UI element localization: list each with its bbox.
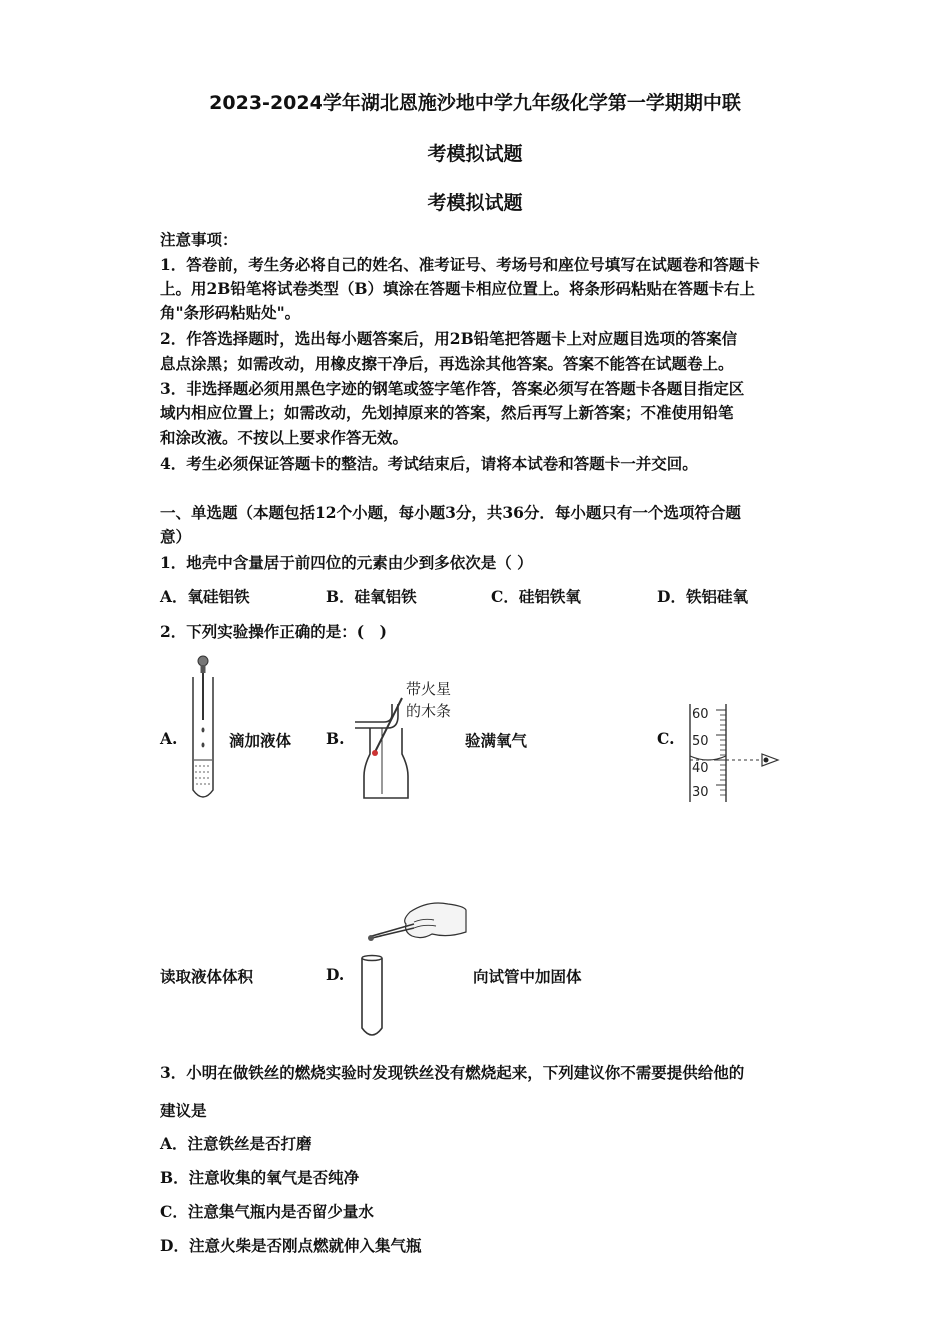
q3-stem-cont: 建议是: [160, 1101, 207, 1120]
title-line-1: 2023-2024学年湖北恩施沙地中学九年级化学第一学期期中联: [209, 92, 741, 114]
q2-a-text: 滴加液体: [229, 731, 292, 750]
section-heading-cont: 意）: [160, 527, 192, 546]
q1-option-b: B．硅氧铝铁: [326, 587, 417, 606]
notice-line: 3．非选择题必须用黑色字迹的钢笔或签字笔作答，答案必须写在答题卡各题目指定区: [160, 379, 745, 398]
tick-label: 50: [692, 734, 709, 749]
q2-b-letter: B.: [326, 729, 345, 748]
tick-label: 30: [692, 785, 709, 800]
q2-a-letter: A.: [160, 729, 178, 748]
dropper-test-tube-image: [185, 652, 225, 802]
notice-line: 和涂改液。不按以上要求作答无效。: [160, 428, 409, 447]
tick-label: 40: [692, 761, 709, 776]
q3-option-c: C．注意集气瓶内是否留少量水: [160, 1202, 374, 1221]
q3-option-d: D．注意火柴是否刚点燃就伸入集气瓶: [160, 1236, 422, 1255]
notice-line: 域内相应位置上；如需改动，先划掉原来的答案，然后再写上新答案；不准使用铅笔: [160, 403, 734, 422]
q1-option-a: A．氧硅铝铁: [160, 587, 250, 606]
q3-stem: 3．小明在做铁丝的燃烧实验时发现铁丝没有燃烧起来，下列建议你不需要提供给他的: [160, 1063, 745, 1082]
gas-bottle-image: [350, 676, 470, 801]
title-line-3: 考模拟试题: [427, 192, 523, 214]
b-label-line1: 带火星: [406, 680, 452, 698]
title-line-2: 考模拟试题: [427, 143, 523, 165]
q1-option-c: C．硅铝铁氧: [491, 587, 581, 606]
tick-label: 60: [692, 707, 709, 722]
notice-line: 息点涂黑；如需改动，用橡皮擦干净后，再选涂其他答案。答案不能答在试题卷上。: [160, 354, 734, 373]
notice-heading: 注意事项：: [160, 230, 238, 249]
q2-b-text: 验满氧气: [465, 731, 528, 750]
notice-line: 2．作答选择题时，选出每小题答案后，用2B铅笔把答题卡上对应题目选项的答案信: [160, 329, 738, 348]
notice-line: 1．答卷前，考生务必将自己的姓名、准考证号、考场号和座位号填写在试题卷和答题卡: [160, 255, 760, 274]
q2-d-letter: D.: [326, 965, 345, 984]
q3-option-b: B．注意收集的氧气是否纯净: [160, 1168, 360, 1187]
section-heading: 一、单选题（本题包括12个小题，每小题3分，共36分．每小题只有一个选项符合题: [160, 503, 741, 522]
q2-d-text: 向试管中加固体: [473, 967, 582, 986]
tweezers-test-tube-image: [352, 898, 472, 1038]
notice-line: 角"条形码粘贴处"。: [160, 303, 301, 322]
graduated-cylinder-image: [680, 702, 790, 806]
q2-c-text: 读取液体体积: [160, 967, 254, 986]
q3-option-a: A．注意铁丝是否打磨: [160, 1134, 312, 1153]
q2-stem: 2．下列实验操作正确的是：( ): [160, 622, 387, 641]
notice-line: 4．考生必须保证答题卡的整洁。考试结束后，请将本试卷和答题卡一并交回。: [160, 454, 698, 473]
notice-line: 上。用2B铅笔将试卷类型（B）填涂在答题卡相应位置上。将条形码粘贴在答题卡右上: [160, 279, 755, 298]
q1-option-d: D．铁铝硅氧: [657, 587, 748, 606]
b-label-line2: 的木条: [406, 702, 452, 720]
q2-c-letter: C.: [657, 729, 675, 748]
q1-stem: 1．地壳中含量居于前四位的元素由少到多依次是（ ）: [160, 553, 533, 572]
